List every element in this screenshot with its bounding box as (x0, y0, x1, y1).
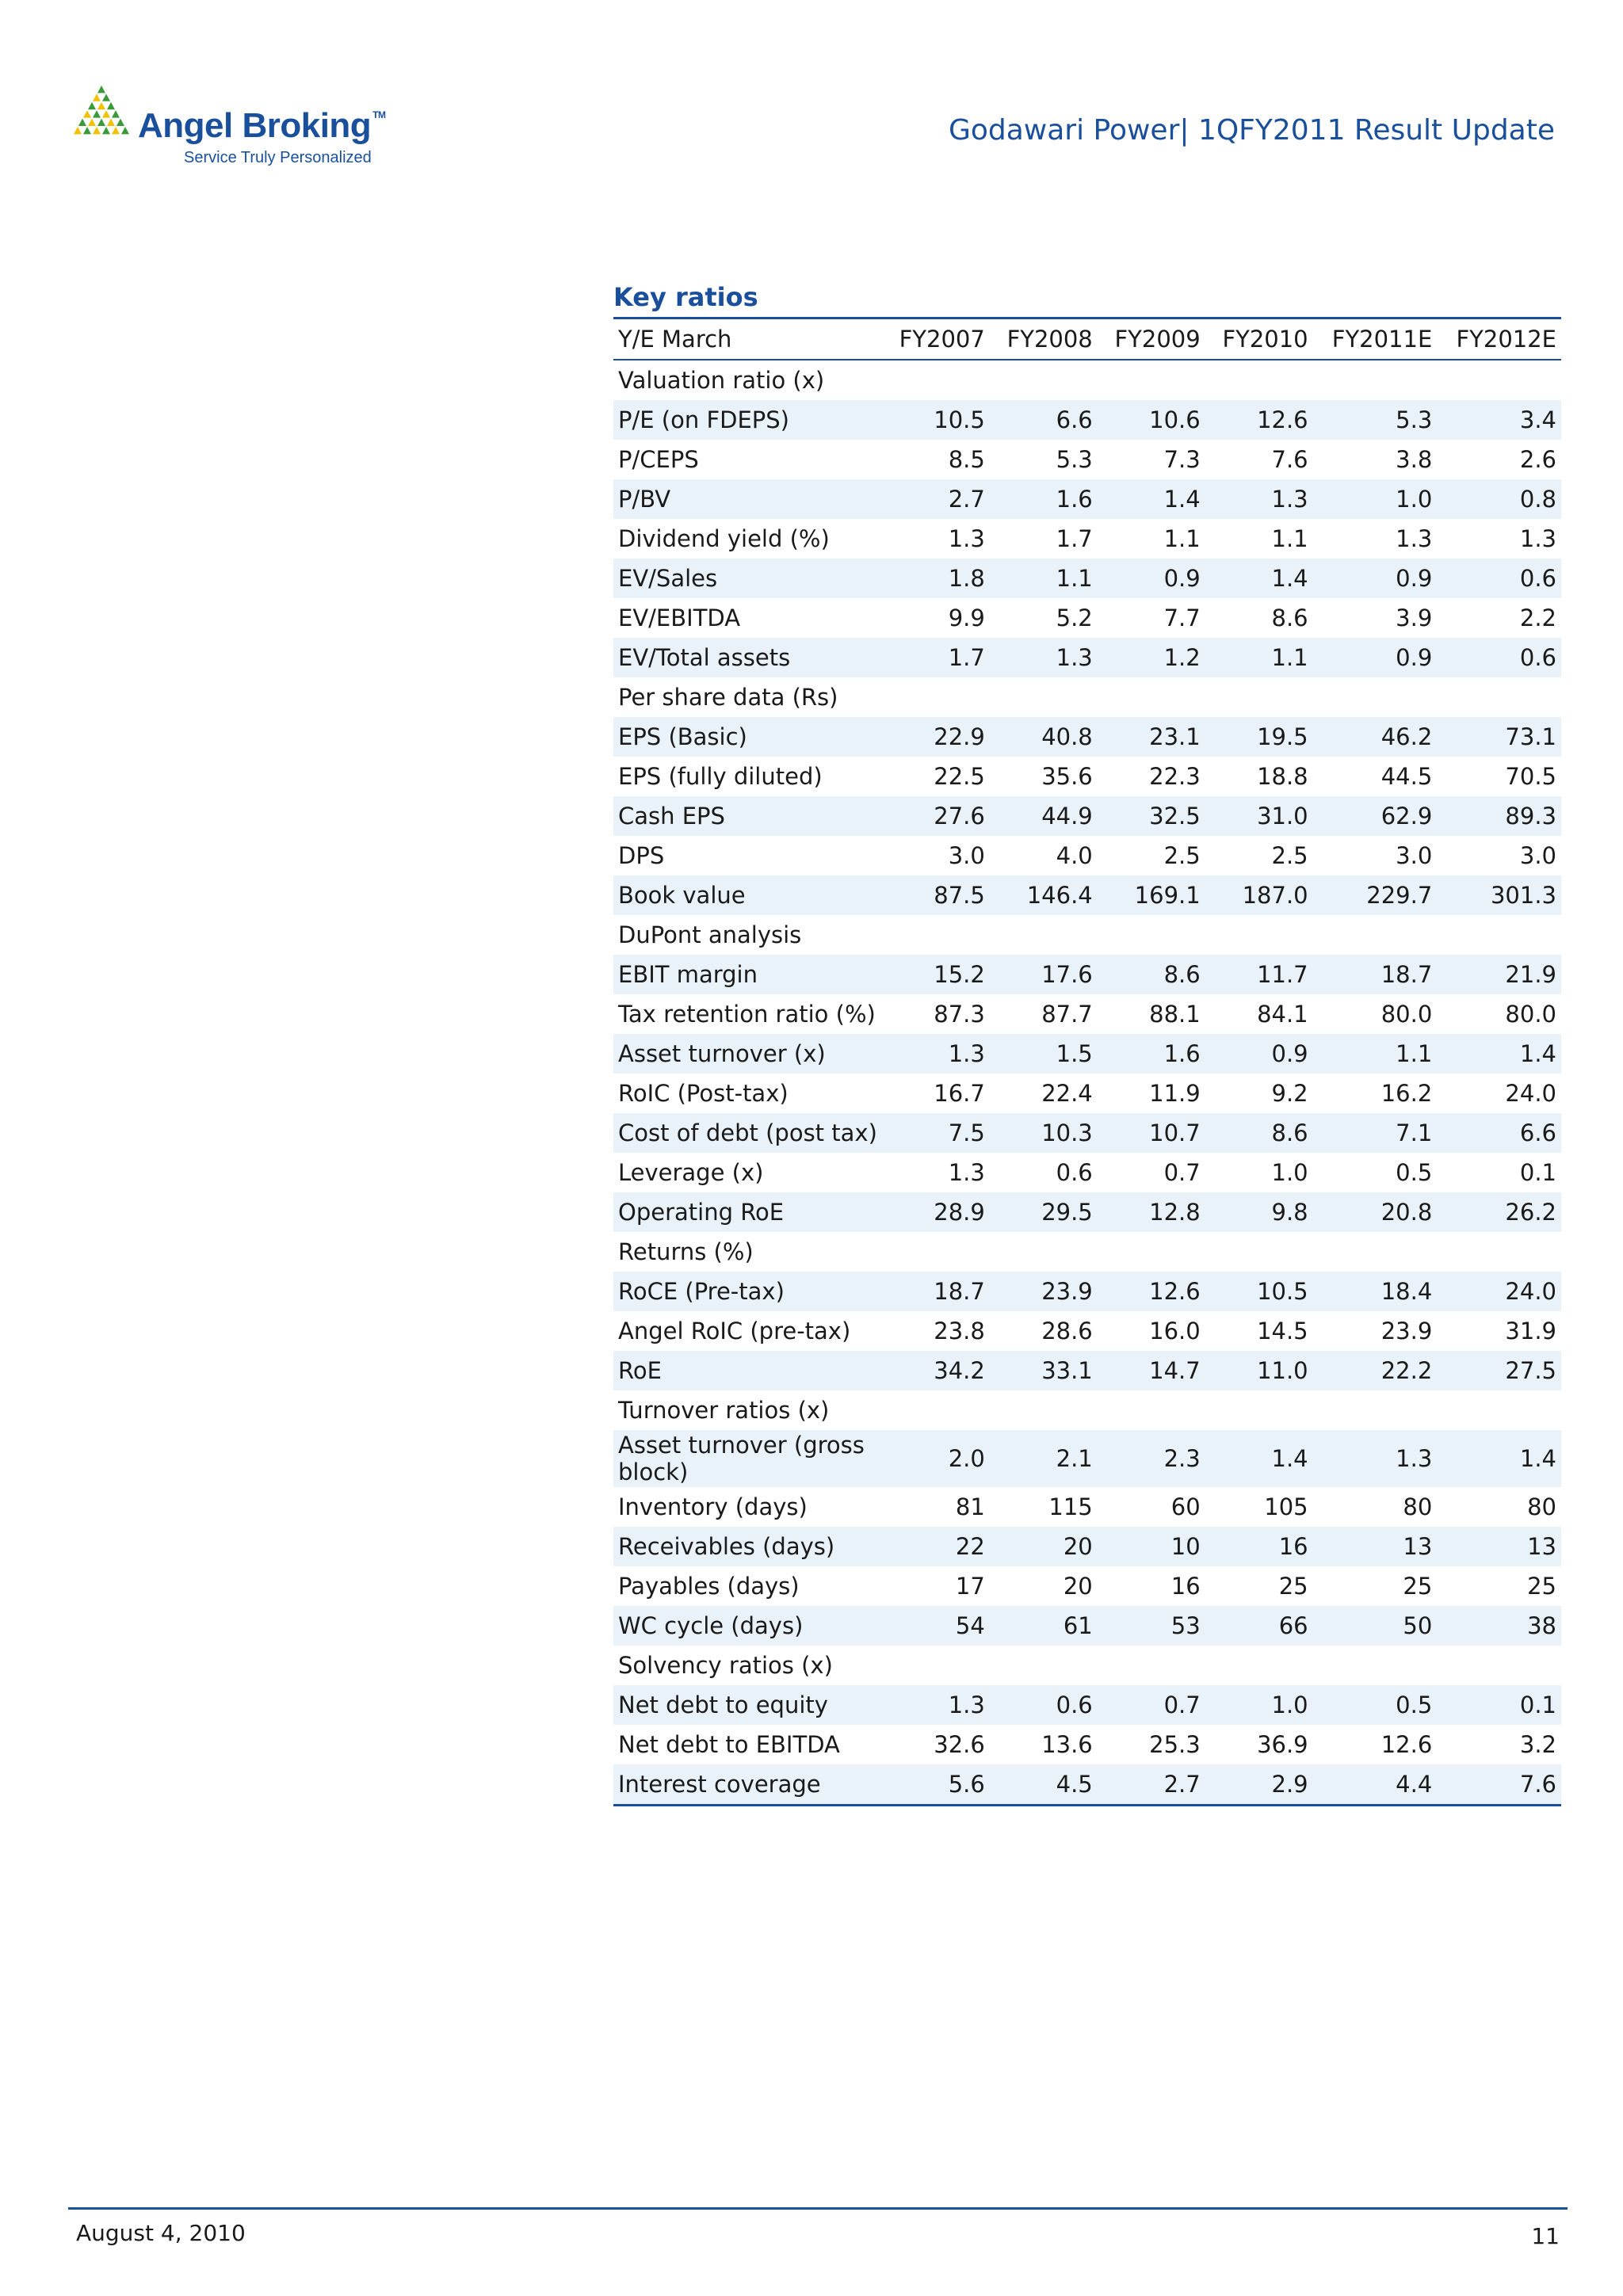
cell-value: 14.7 (1098, 1351, 1205, 1390)
row-label: RoCE (Pre-tax) (613, 1272, 882, 1311)
cell-value: 13.6 (1041, 1731, 1093, 1758)
column-header-year: FY2010 (1205, 318, 1313, 360)
row-label: Net debt to EBITDA (618, 1731, 840, 1758)
row-label: Cash EPS (613, 796, 882, 836)
cell-value: 0.7 (1163, 1159, 1201, 1186)
cell-value: 11.9 (1149, 1080, 1201, 1107)
cell-value: 23.8 (934, 1318, 985, 1344)
cell-value: 16.7 (934, 1080, 985, 1107)
footer-date: August 4, 2010 (76, 2220, 246, 2246)
cell-value: 89.3 (1437, 796, 1561, 836)
section-row (613, 1232, 1561, 1272)
section-row (613, 1646, 1561, 1685)
cell-value: 1.4 (1437, 1034, 1561, 1074)
row-label: EPS (Basic) (613, 717, 882, 757)
cell-value: 1.3 (1396, 525, 1433, 552)
cell-value: 12.8 (1098, 1192, 1205, 1232)
column-header-label: Y/E March (613, 318, 882, 360)
row-label: Payables (days) (618, 1573, 800, 1600)
logo-triangle (78, 119, 86, 126)
row-label: Net debt to equity (613, 1685, 882, 1725)
cell-value: 10 (1098, 1527, 1205, 1566)
cell-value: 40.8 (990, 717, 1098, 757)
table-row (613, 955, 1561, 994)
table-row (613, 1566, 1561, 1606)
cell-value: 1.0 (1205, 1685, 1313, 1725)
cell-value: 28.9 (882, 1192, 990, 1232)
cell-value: 5.3 (1056, 446, 1093, 473)
cell-value: 1.7 (882, 638, 990, 677)
section-row (613, 1390, 1561, 1430)
cell-value: 25.3 (1149, 1731, 1201, 1758)
row-label: Angel RoIC (pre-tax) (618, 1318, 851, 1344)
cell-value: 0.9 (1205, 1034, 1313, 1074)
cell-value: 115 (1048, 1493, 1093, 1520)
cell-value: 7.6 (1437, 1764, 1561, 1806)
cell-value: 6.6 (1437, 1113, 1561, 1153)
cell-value: 27.6 (882, 796, 990, 836)
cell-value: 9.2 (1271, 1080, 1308, 1107)
cell-value: 16.0 (1149, 1318, 1201, 1344)
cell-value: 0.9 (1313, 559, 1438, 598)
row-label: Leverage (x) (618, 1159, 764, 1186)
cell-value: 2.2 (1519, 605, 1556, 631)
cell-value: 12.6 (1098, 1272, 1205, 1311)
logo-triangle (93, 127, 101, 134)
cell-value: 20 (1063, 1573, 1093, 1600)
cell-value: 18.4 (1313, 1272, 1438, 1311)
table-row (613, 1074, 1561, 1113)
cell-value: 1.7 (1056, 525, 1093, 552)
cell-value: 24.0 (1437, 1272, 1561, 1311)
table-row (613, 1272, 1561, 1311)
cell-value: 26.2 (1437, 1192, 1561, 1232)
cell-value: 4.5 (990, 1764, 1098, 1806)
cell-value: 27.5 (1437, 1351, 1561, 1390)
cell-value: 20 (990, 1527, 1098, 1566)
cell-value: 2.1 (990, 1430, 1098, 1487)
brand-name: Angel Broking ™ (138, 106, 386, 145)
cell-value: 25 (1527, 1573, 1556, 1600)
cell-value: 3.8 (1396, 446, 1433, 473)
cell-value: 10.3 (990, 1113, 1098, 1153)
table-row (613, 1487, 1561, 1527)
table-row (613, 717, 1561, 757)
cell-value: 169.1 (1098, 875, 1205, 915)
cell-value: 0.5 (1313, 1685, 1438, 1725)
cell-value: 53 (1098, 1606, 1205, 1646)
cell-value: 1.1 (990, 559, 1098, 598)
table-row (613, 1725, 1561, 1764)
cell-value: 1.3 (882, 1685, 990, 1725)
row-label: Dividend yield (%) (618, 525, 830, 552)
cell-value: 1.4 (1205, 559, 1313, 598)
cell-value: 23.1 (1098, 717, 1205, 757)
section-label: Turnover ratios (x) (618, 1397, 830, 1424)
row-label: P/CEPS (618, 446, 699, 473)
cell-value: 70.5 (1505, 763, 1556, 790)
table-row (613, 757, 1561, 796)
cell-value: 24.0 (1505, 1080, 1556, 1107)
table-row (613, 1153, 1561, 1192)
table-row (613, 400, 1561, 440)
row-label: Operating RoE (613, 1192, 882, 1232)
cell-value: 3.0 (1519, 842, 1556, 869)
row-label: Interest coverage (613, 1764, 882, 1806)
row-label: EPS (fully diluted) (618, 763, 823, 790)
cell-value: 80 (1403, 1493, 1433, 1520)
cell-value: 66 (1205, 1606, 1313, 1646)
brand-tm: TM (372, 109, 386, 120)
section-row (613, 915, 1561, 955)
table-row (613, 1034, 1561, 1074)
cell-value: 32.5 (1098, 796, 1205, 836)
logo-triangle (116, 119, 124, 126)
section-label: Returns (%) (618, 1238, 754, 1265)
cell-value: 62.9 (1313, 796, 1438, 836)
cell-value: 38 (1437, 1606, 1561, 1646)
cell-value: 21.9 (1437, 955, 1561, 994)
cell-value: 0.6 (990, 1685, 1098, 1725)
logo-triangle (93, 110, 101, 117)
row-label: RoE (613, 1351, 882, 1390)
cell-value: 14.5 (1257, 1318, 1308, 1344)
cell-value: 34.2 (882, 1351, 990, 1390)
row-label: WC cycle (days) (613, 1606, 882, 1646)
logo-triangle (74, 127, 82, 134)
table-row (613, 1192, 1561, 1232)
cell-value: 2.7 (882, 479, 990, 519)
cell-value: 81 (955, 1493, 985, 1520)
cell-value: 25 (1403, 1573, 1433, 1600)
cell-value: 0.1 (1519, 1159, 1556, 1186)
cell-value: 2.3 (1098, 1430, 1205, 1487)
cell-value: 0.8 (1437, 479, 1561, 519)
logo-triangle (97, 119, 105, 126)
cell-value: 5.3 (1313, 400, 1438, 440)
row-label: Inventory (days) (618, 1493, 808, 1520)
logo-triangle (93, 93, 101, 101)
cell-value: 88.1 (1149, 1001, 1201, 1028)
cell-value: 1.1 (1271, 525, 1308, 552)
cell-value: 7.3 (1163, 446, 1201, 473)
section-label: Per share data (Rs) (618, 684, 838, 711)
table-body (613, 360, 1561, 1806)
logo-triangle (83, 127, 91, 134)
cell-value: 9.9 (948, 605, 985, 631)
logo-triangle (102, 127, 110, 134)
table-row (613, 1351, 1561, 1390)
cell-value: 187.0 (1205, 875, 1313, 915)
cell-value: 50 (1313, 1606, 1438, 1646)
column-header-year: FY2008 (990, 318, 1098, 360)
logo-triangle (88, 119, 96, 126)
row-label: Book value (613, 875, 882, 915)
table-row (613, 836, 1561, 875)
cell-value: 8.6 (1098, 955, 1205, 994)
cell-value: 29.5 (990, 1192, 1098, 1232)
cell-value: 0.5 (1396, 1159, 1433, 1186)
cell-value: 84.1 (1257, 1001, 1308, 1028)
cell-value: 22 (882, 1527, 990, 1566)
cell-value: 35.6 (1041, 763, 1093, 790)
cell-value: 3.0 (1396, 842, 1433, 869)
cell-value: 16 (1170, 1573, 1201, 1600)
cell-value: 1.1 (1163, 525, 1201, 552)
row-label: Asset turnover (x) (613, 1034, 882, 1074)
cell-value: 0.7 (1098, 1685, 1205, 1725)
cell-value: 9.8 (1205, 1192, 1313, 1232)
cell-value: 6.6 (990, 400, 1098, 440)
cell-value: 16.2 (1381, 1080, 1433, 1107)
cell-value: 2.0 (882, 1430, 990, 1487)
cell-value: 2.5 (1163, 842, 1201, 869)
cell-value: 7.5 (882, 1113, 990, 1153)
cell-value: 22.2 (1313, 1351, 1438, 1390)
cell-value: 0.9 (1098, 559, 1205, 598)
cell-value: 11.0 (1205, 1351, 1313, 1390)
table-row (613, 1113, 1561, 1153)
cell-value: 87.5 (882, 875, 990, 915)
cell-value: 146.4 (990, 875, 1098, 915)
cell-value: 0.9 (1313, 638, 1438, 677)
cell-value: 1.3 (1313, 1430, 1438, 1487)
row-label: P/E (on FDEPS) (613, 400, 882, 440)
page-number: 11 (1531, 2223, 1560, 2249)
cell-value: 2.7 (1098, 1764, 1205, 1806)
brand-tagline: Service Truly Personalized (184, 149, 372, 166)
cell-value: 33.1 (990, 1351, 1098, 1390)
cell-value: 12.6 (1205, 400, 1313, 440)
cell-value: 15.2 (882, 955, 990, 994)
cell-value: 18.7 (1313, 955, 1438, 994)
cell-value: 10.7 (1098, 1113, 1205, 1153)
column-header-year: FY2007 (882, 318, 990, 360)
logo-triangle (112, 110, 120, 117)
cell-value: 3.2 (1519, 1731, 1556, 1758)
cell-value: 1.0 (1313, 479, 1438, 519)
cell-value: 3.9 (1396, 605, 1433, 631)
section-title: Key ratios (613, 282, 758, 312)
table-row (613, 519, 1561, 559)
logo-triangle (107, 119, 115, 126)
cell-value: 1.6 (990, 479, 1098, 519)
cell-value: 2.9 (1205, 1764, 1313, 1806)
table-row (613, 1527, 1561, 1566)
cell-value: 17 (955, 1573, 985, 1600)
cell-value: 8.6 (1205, 1113, 1313, 1153)
cell-value: 8.5 (948, 446, 985, 473)
cell-value: 301.3 (1437, 875, 1561, 915)
table-row (613, 1311, 1561, 1351)
cell-value: 28.6 (1041, 1318, 1093, 1344)
cell-value: 4.4 (1313, 1764, 1438, 1806)
logo-triangle (112, 127, 120, 134)
cell-value: 0.1 (1437, 1685, 1561, 1725)
cell-value: 1.3 (948, 1159, 985, 1186)
cell-value: 1.5 (990, 1034, 1098, 1074)
table-row (613, 440, 1561, 479)
cell-value: 3.4 (1437, 400, 1561, 440)
cell-value: 10.5 (1205, 1272, 1313, 1311)
report-title: Godawari Power| 1QFY2011 Result Update (948, 114, 1555, 147)
row-label: DPS (618, 842, 665, 869)
logo-triangle (102, 110, 110, 117)
cell-value: 2.6 (1519, 446, 1556, 473)
cell-value: 7.1 (1313, 1113, 1438, 1153)
cell-value: 54 (882, 1606, 990, 1646)
cell-value: 2.5 (1271, 842, 1308, 869)
cell-value: 23.9 (990, 1272, 1098, 1311)
cell-value: 1.2 (1098, 638, 1205, 677)
cell-value: 0.6 (1437, 638, 1561, 677)
logo-triangle (83, 110, 91, 117)
cell-value: 1.6 (1098, 1034, 1205, 1074)
logo-triangle (97, 102, 105, 109)
cell-value: 19.5 (1205, 717, 1313, 757)
row-label: Tax retention ratio (%) (618, 1001, 876, 1028)
cell-value: 80 (1527, 1493, 1556, 1520)
cell-value: 61 (990, 1606, 1098, 1646)
cell-value: 11.7 (1205, 955, 1313, 994)
cell-value: 1.3 (948, 525, 985, 552)
section-label: DuPont analysis (618, 921, 802, 948)
cell-value: 31.0 (1205, 796, 1313, 836)
table-row (613, 598, 1561, 638)
column-header-year: FY2009 (1098, 318, 1205, 360)
section-row (613, 360, 1561, 400)
cell-value: 46.2 (1313, 717, 1438, 757)
cell-value: 3.0 (948, 842, 985, 869)
cell-value: 10.6 (1098, 400, 1205, 440)
cell-value: 10.5 (882, 400, 990, 440)
row-label: Cost of debt (post tax) (613, 1113, 882, 1153)
logo-triangle (88, 102, 96, 109)
row-label: EV/EBITDA (618, 605, 741, 631)
row-label: EV/Sales (613, 559, 882, 598)
cell-value: 1.3 (1519, 525, 1556, 552)
cell-value: 105 (1264, 1493, 1308, 1520)
section-label: Solvency ratios (x) (618, 1652, 833, 1679)
cell-value: 1.1 (1313, 1034, 1438, 1074)
cell-value: 0.6 (1056, 1159, 1093, 1186)
table-row (613, 1430, 1561, 1487)
row-label: Receivables (days) (613, 1527, 882, 1566)
cell-value: 16 (1205, 1527, 1313, 1566)
cell-value: 22.9 (882, 717, 990, 757)
table-row (613, 559, 1561, 598)
cell-value: 7.6 (1271, 446, 1308, 473)
section-row (613, 677, 1561, 717)
cell-value: 25 (1278, 1573, 1308, 1600)
logo-triangle (97, 86, 105, 93)
table-row (613, 1606, 1561, 1646)
cell-value: 5.2 (1056, 605, 1093, 631)
cell-value: 32.6 (934, 1731, 985, 1758)
row-label: P/BV (613, 479, 882, 519)
cell-value: 1.3 (990, 638, 1098, 677)
row-label: RoIC (Post-tax) (618, 1080, 789, 1107)
cell-value: 31.9 (1505, 1318, 1556, 1344)
column-header-year: FY2011E (1313, 318, 1438, 360)
cell-value: 18.8 (1257, 763, 1308, 790)
section-label: Valuation ratio (x) (618, 367, 825, 394)
cell-value: 12.6 (1381, 1731, 1433, 1758)
cell-value: 80.0 (1381, 1001, 1433, 1028)
column-header-year: FY2012E (1437, 318, 1561, 360)
cell-value: 229.7 (1313, 875, 1438, 915)
cell-value: 7.7 (1163, 605, 1201, 631)
cell-value: 13 (1313, 1527, 1438, 1566)
key-ratios-table (613, 317, 1561, 1806)
cell-value: 1.3 (882, 1034, 990, 1074)
table-row (613, 875, 1561, 915)
cell-value: 87.7 (1041, 1001, 1093, 1028)
brand-logo (70, 82, 418, 177)
cell-value: 18.7 (882, 1272, 990, 1311)
table-row (613, 796, 1561, 836)
cell-value: 44.5 (1381, 763, 1433, 790)
cell-value: 1.8 (882, 559, 990, 598)
cell-value: 87.3 (934, 1001, 985, 1028)
cell-value: 1.4 (1437, 1430, 1561, 1487)
cell-value: 23.9 (1381, 1318, 1433, 1344)
logo-triangle (107, 102, 115, 109)
logo-triangle (102, 93, 110, 101)
row-label: Asset turnover (gross block) (613, 1430, 882, 1487)
table-row (613, 479, 1561, 519)
cell-value: 22.4 (1041, 1080, 1093, 1107)
cell-value: 1.4 (1098, 479, 1205, 519)
row-label: EBIT margin (613, 955, 882, 994)
cell-value: 17.6 (990, 955, 1098, 994)
table-row (613, 1764, 1561, 1806)
cell-value: 80.0 (1505, 1001, 1556, 1028)
table-row (613, 994, 1561, 1034)
cell-value: 20.8 (1313, 1192, 1438, 1232)
cell-value: 8.6 (1271, 605, 1308, 631)
table-row (613, 1685, 1561, 1725)
cell-value: 60 (1170, 1493, 1201, 1520)
logo-triangle (121, 127, 129, 134)
table-header-row (613, 318, 1561, 360)
cell-value: 13 (1437, 1527, 1561, 1566)
cell-value: 1.3 (1205, 479, 1313, 519)
cell-value: 4.0 (1056, 842, 1093, 869)
cell-value: 44.9 (990, 796, 1098, 836)
cell-value: 1.4 (1205, 1430, 1313, 1487)
table-row (613, 638, 1561, 677)
cell-value: 73.1 (1437, 717, 1561, 757)
cell-value: 1.0 (1271, 1159, 1308, 1186)
cell-value: 1.1 (1205, 638, 1313, 677)
footer-divider (68, 2207, 1568, 2210)
row-label: EV/Total assets (613, 638, 882, 677)
cell-value: 5.6 (882, 1764, 990, 1806)
cell-value: 0.6 (1437, 559, 1561, 598)
cell-value: 36.9 (1257, 1731, 1308, 1758)
angel-pyramid-icon (70, 82, 133, 146)
cell-value: 22.3 (1149, 763, 1201, 790)
cell-value: 22.5 (934, 763, 985, 790)
